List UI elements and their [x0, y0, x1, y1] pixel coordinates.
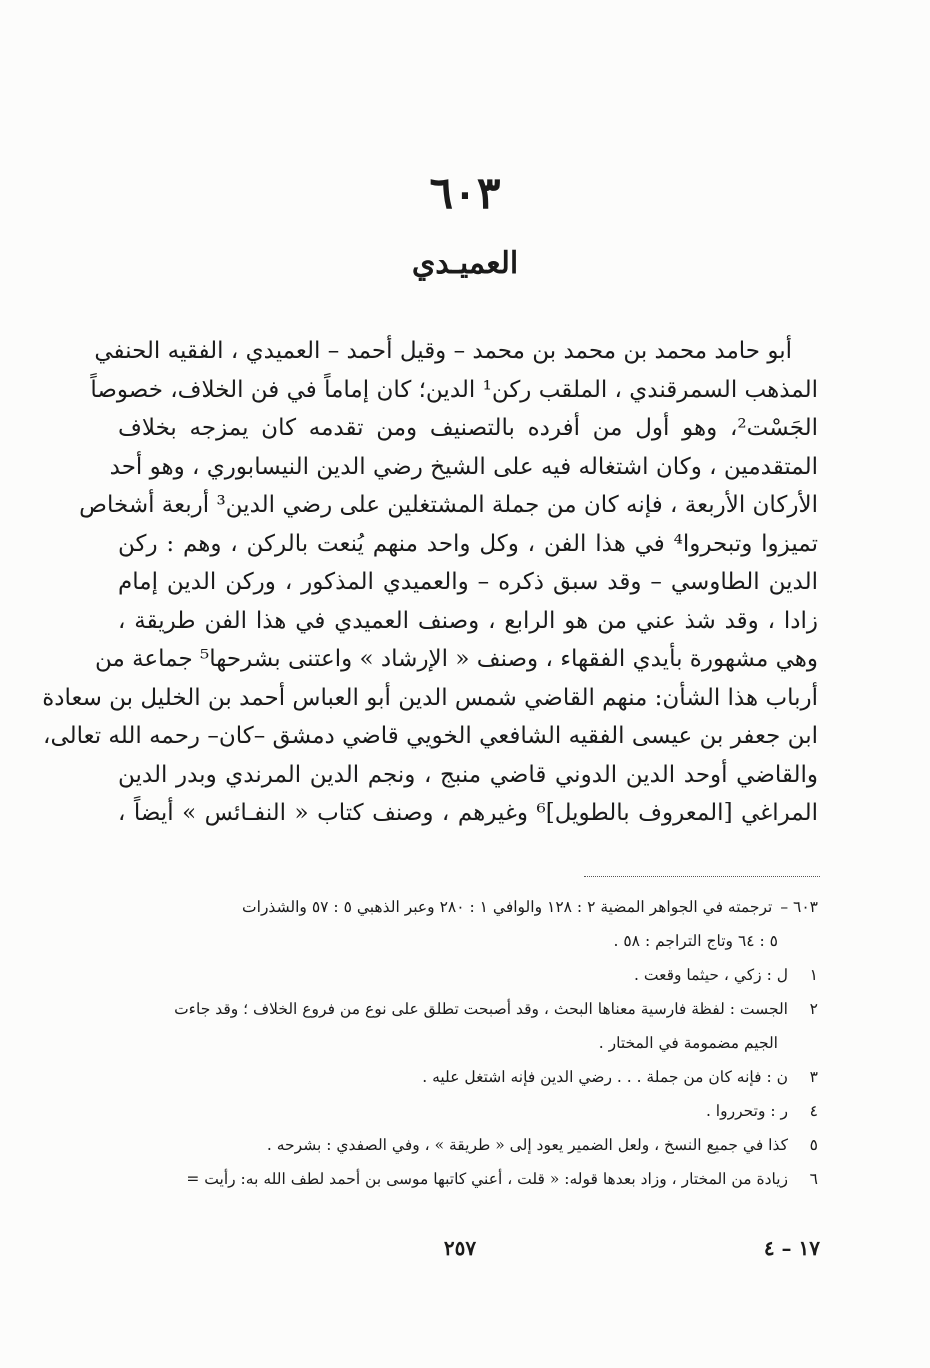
footnote-text: كذا في جميع النسخ ، ولعل الضمير يعود إلى « طريقة » ، وفي الصفدي : بشرحه . [266, 1136, 788, 1154]
footnote [118, 958, 818, 992]
footnote-text: ن : فإنه كان من جملة . . . رضي الدين فإنه اشتغل عليه . [422, 1068, 788, 1086]
footnote-number: ٦٠٣ – [780, 898, 818, 916]
body-line: والقاضي أوحد الدين الدوني قاضي منبج ، ونجم الدين المرندي وبدر الدين [118, 761, 818, 788]
body-line: الدين الطاوسي – وقد سبق ذكره – والعميدي المذكور ، وركن الدين إمام [118, 569, 818, 595]
footnote-number: ٥ [809, 1136, 818, 1154]
footnote-text: ل : زكي ، حيثما وقعت . [634, 966, 788, 984]
footnote-text: الجست : لفظة فارسية معناها البحث ، وقد أصبحت تطلق على نوع من فروع الخلاف ؛ وقد جاءت [174, 1000, 788, 1018]
footnote-continuation [118, 924, 818, 958]
body-line: المراغي [المعروف بالطويل]⁶ وغيرهم ، وصنف كتاب « النفـائس » أيضاً ، [118, 800, 818, 826]
body-line: وهي مشهورة بأيدي الفقهاء ، وصنف « الإرشاد » واعتنى بشرحها⁵ جماعة من [94, 646, 818, 672]
footnote-number: ٢ [809, 1000, 818, 1018]
footnote [118, 890, 818, 924]
footnotes [118, 890, 818, 1196]
entry-number: ٦٠٣ [429, 168, 501, 219]
page-number: ٢٥٧ [443, 1236, 477, 1260]
footnote-text: ر : وتحرروا . [705, 1102, 788, 1120]
footnote-text: الجيم مضمومة في المختار . [598, 1034, 778, 1052]
footnote-text: ترجمته في الجواهر المضية ٢ : ١٢٨ والوافي ١ : ٢٨٠ وعبر الذهبي ٥ : ٥٧ والشذرات [242, 898, 773, 916]
body-line: أبو حامد محمد بن محمد بن محمد – وقيل أحمد – العميدي ، الفقيه الحنفي [94, 338, 792, 364]
footnote [118, 992, 818, 1026]
body-line: ابن جعفر بن عيسى الفقيه الشافعي الخويي قاضي دمشق –كان– رحمه الله تعالى، [43, 723, 818, 749]
body-line: زادا ، وقد شذ عني من هو الرابع ، وصنف العميدي في هذا الفن طريقة ، [118, 607, 818, 634]
entry-title: العميـدي [411, 246, 519, 281]
footnote [118, 1094, 818, 1128]
body-line: المتقدمين ، وكان اشتغاله فيه على الشيخ رضي الدين النيسابوري ، وهو أحد [109, 453, 818, 480]
footnote-number: ١ [809, 966, 818, 984]
footnote-text: ٥ : ٦٤ وتاج التراجم : ٥٨ . [613, 932, 778, 950]
footnote-number: ٣ [809, 1068, 818, 1086]
biography-text [42, 332, 818, 833]
footnote [118, 1060, 818, 1094]
body-line: المذهب السمرقندي ، الملقب ركن¹ الدين؛ كان إماماً في فن الخلاف، خصوصاً [90, 376, 818, 403]
body-line: أرباب هذا الشأن: منهم القاضي شمس الدين أبو العباس أحمد بن الخليل بن سعادة [42, 684, 818, 711]
body-line: الجَسْت²، وهو أول من أفرده بالتصنيف ومن تقدمه كان يمزجه بخلاف [118, 415, 818, 441]
footnote-divider [584, 876, 820, 877]
footnote-number: ٤ [809, 1102, 818, 1120]
body-line: الأركان الأربعة ، فإنه كان من جملة المشتغلين على رضي الدين³ أربعة أشخاص [79, 492, 818, 518]
body-line: تميزوا وتبحروا⁴ في هذا الفن ، وكل واحد منهم يُنعت بالركن ، وهم : ركن [118, 530, 818, 557]
footnote-text: زيادة من المختار ، وزاد بعدها قوله: « قلت ، أعني كاتبها موسى بن أحمد لطف الله به: رأيت = [186, 1170, 788, 1188]
footnote [118, 1128, 818, 1162]
footnote-continuation [118, 1026, 818, 1060]
signature-mark: ١٧ – ٤ [763, 1236, 820, 1260]
footnote-number: ٦ [809, 1170, 818, 1188]
footnote [118, 1162, 818, 1196]
